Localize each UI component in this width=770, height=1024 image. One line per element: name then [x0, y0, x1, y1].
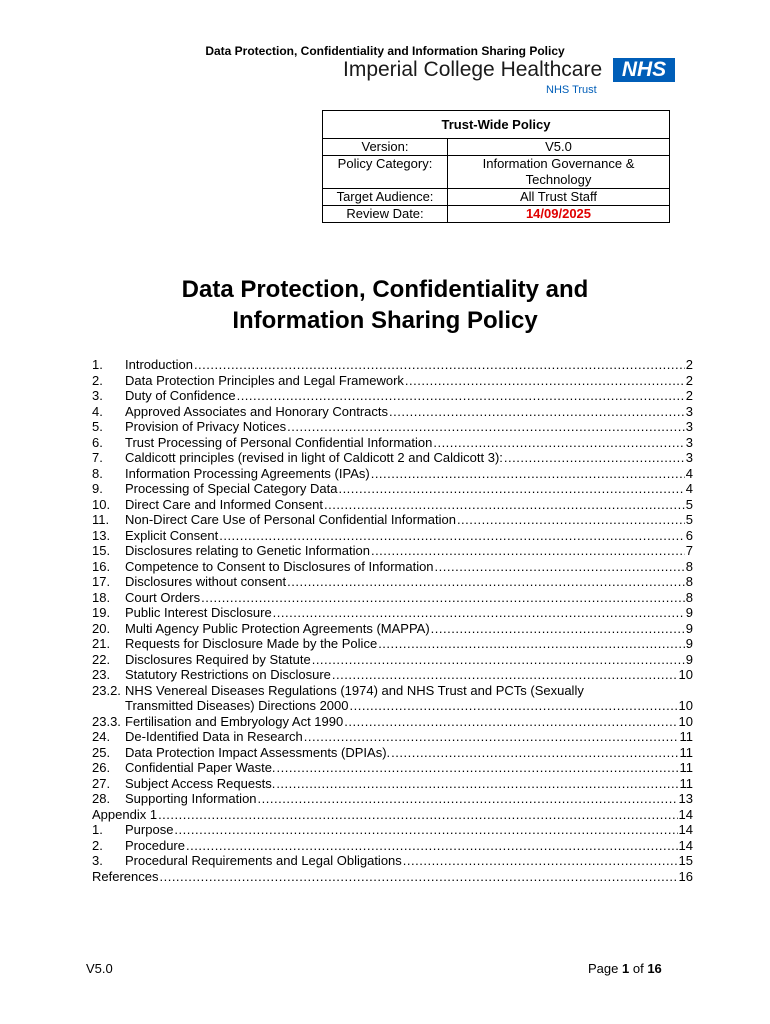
toc-dot-leader	[258, 791, 678, 807]
info-value: V5.0	[448, 139, 670, 156]
toc-dot-leader	[403, 853, 678, 869]
toc-entry-page: 14	[678, 806, 693, 822]
document-title	[0, 274, 770, 336]
toc-entry-title: Fertilisation and Embryology Act 1990	[125, 713, 344, 729]
footer-page-number	[588, 961, 662, 976]
toc-entry-title: Court Orders	[125, 589, 201, 605]
page-current: 1	[622, 961, 630, 976]
toc-entry-number: 23.	[92, 667, 111, 682]
info-row-version	[323, 139, 670, 156]
toc-dot-leader	[273, 605, 685, 621]
nhs-logo-mark: NHS	[613, 58, 675, 82]
toc-dot-leader	[338, 481, 684, 497]
toc-entry-continuation[interactable]	[92, 698, 693, 714]
toc-entry-title: Disclosures Required by Statute	[125, 651, 311, 667]
toc-entry-page: 7	[685, 543, 693, 558]
toc-entry-number: 16.	[92, 558, 111, 574]
logo-trust-label: NHS Trust	[546, 84, 597, 96]
toc-entry-page: 9	[685, 651, 693, 667]
toc-entry-title: Approved Associates and Honorary Contracts	[125, 403, 389, 419]
toc-entry-page: 5	[685, 512, 693, 527]
toc-entry-title: Processing of Special Category Data	[125, 481, 338, 496]
toc-entry-title: Introduction	[125, 357, 193, 372]
toc-entry[interactable]	[92, 822, 693, 838]
toc-entry[interactable]	[92, 388, 693, 404]
toc-entry-page: 2	[685, 357, 693, 372]
info-value: Information Governance & Technology	[448, 156, 670, 189]
toc-entry[interactable]	[92, 497, 693, 513]
toc-entry-number: 27.	[92, 775, 111, 791]
toc-dot-leader	[405, 373, 685, 389]
toc-entry[interactable]	[92, 729, 693, 745]
toc-entry-number: 2.	[92, 837, 103, 853]
info-row-review-date	[323, 206, 670, 223]
toc-entry[interactable]	[92, 869, 693, 885]
info-label: Version:	[323, 139, 448, 156]
toc-entry-number: 23.2.	[92, 682, 121, 698]
toc-entry-number: 19.	[92, 605, 111, 620]
toc-entry-number: 13.	[92, 527, 111, 543]
toc-entry-page: 11	[679, 760, 693, 775]
toc-dot-leader	[287, 574, 685, 590]
logo-org-name: Imperial College Healthcare	[343, 58, 603, 81]
toc-entry[interactable]	[92, 652, 693, 668]
toc-entry-number: 24.	[92, 729, 111, 744]
toc-entry-title: Explicit Consent	[125, 527, 219, 543]
toc-entry-page: 6	[685, 527, 693, 543]
toc-dot-leader	[457, 512, 685, 528]
toc-entry[interactable]	[92, 528, 693, 544]
toc-entry-page: 9	[685, 620, 693, 636]
toc-entry-page: 16	[678, 868, 693, 884]
page-prefix: Page	[588, 961, 619, 976]
toc-entry-number: 22.	[92, 651, 111, 667]
policy-info-table	[322, 110, 670, 223]
toc-entry[interactable]	[92, 543, 693, 559]
toc-entry-title: Purpose	[125, 822, 174, 837]
toc-dot-leader	[324, 497, 685, 513]
toc-entry-page: 2	[685, 388, 693, 403]
toc-entry-title: Requests for Disclosure Made by the Police	[125, 636, 378, 651]
document-title-line: Data Protection, Confidentiality and	[181, 276, 589, 303]
toc-entry[interactable]	[92, 776, 693, 792]
toc-entry-title: Provision of Privacy Notices	[125, 419, 287, 434]
toc-dot-leader	[332, 667, 678, 683]
toc-dot-leader	[174, 822, 677, 838]
info-label: Target Audience:	[323, 189, 448, 206]
toc-entry[interactable]	[92, 357, 693, 373]
toc-entry-title: Duty of Confidence	[125, 388, 236, 403]
toc-entry[interactable]	[92, 574, 693, 590]
toc-dot-leader	[371, 543, 685, 559]
toc-entry[interactable]	[92, 667, 693, 683]
info-label: Review Date:	[323, 206, 448, 223]
toc-entry-number: 4.	[92, 403, 103, 419]
toc-entry-number: 3.	[92, 388, 103, 403]
toc-entry-page: 4	[685, 465, 693, 481]
toc-dot-leader	[350, 698, 678, 714]
footer-version: V5.0	[86, 961, 113, 976]
toc-entry-page: 10	[678, 713, 693, 729]
toc-entry[interactable]	[92, 605, 693, 621]
toc-dot-leader	[504, 450, 685, 466]
toc-entry[interactable]	[92, 621, 693, 637]
toc-entry[interactable]	[92, 559, 693, 575]
toc-entry-title: Data Protection Principles and Legal Framework	[125, 372, 404, 388]
toc-dot-leader	[304, 729, 679, 745]
toc-entry-number: 17.	[92, 574, 111, 589]
toc-entry-number: 1.	[92, 357, 103, 372]
toc-entry-page: 5	[685, 496, 693, 512]
toc-entry[interactable]	[92, 745, 693, 761]
toc-entry-number: 7.	[92, 450, 103, 465]
toc-entry-title: Caldicott principles (revised in light of Caldicott 2 and Caldicott 3):	[125, 450, 503, 465]
toc-entry-page: 3	[685, 403, 693, 419]
toc-entry-number: 18.	[92, 589, 111, 605]
toc-entry-page: 9	[685, 636, 693, 651]
toc-entry-title: Public Interest Disclosure	[125, 605, 272, 620]
toc-entry[interactable]	[92, 683, 693, 699]
toc-dot-leader	[435, 559, 685, 575]
toc-entry-number: 26.	[92, 760, 111, 775]
toc-entry-page: 2	[685, 372, 693, 388]
toc-entry-page: 3	[685, 434, 693, 450]
toc-entry-title: NHS Venereal Diseases Regulations (1974) and NHS Trust and PCTs (Sexually	[125, 682, 584, 698]
toc-dot-leader	[186, 838, 678, 854]
toc-entry-page: 10	[678, 698, 693, 713]
toc-entry[interactable]	[92, 714, 693, 730]
toc-entry-page: 11	[679, 744, 693, 760]
toc-entry-page: 15	[678, 853, 693, 868]
toc-entry-page: 11	[679, 729, 693, 744]
toc-entry-page: 14	[678, 837, 693, 853]
info-value: All Trust Staff	[448, 189, 670, 206]
toc-entry-number: 28.	[92, 791, 111, 806]
toc-entry[interactable]	[92, 791, 693, 807]
toc-entry-page: 3	[685, 450, 693, 465]
toc-entry-number: 20.	[92, 620, 111, 636]
toc-entry-number: 11.	[92, 512, 110, 527]
toc-entry-title: References	[92, 868, 159, 884]
page-total: 16	[647, 961, 662, 976]
toc-entry-page: 9	[685, 605, 693, 620]
toc-entry-title: Disclosures without consent	[125, 574, 287, 589]
toc-dot-leader	[194, 357, 685, 373]
toc-dot-leader	[378, 636, 685, 652]
toc-dot-leader	[277, 760, 679, 776]
info-label: Policy Category:	[323, 156, 448, 189]
info-table-heading: Trust-Wide Policy	[323, 111, 670, 139]
toc-dot-leader	[312, 652, 685, 668]
toc-entry[interactable]	[92, 435, 693, 451]
toc-entry[interactable]	[92, 512, 693, 528]
toc-entry[interactable]	[92, 481, 693, 497]
toc-entry-title: Direct Care and Informed Consent	[125, 496, 323, 512]
toc-entry[interactable]	[92, 404, 693, 420]
toc-entry[interactable]	[92, 373, 693, 389]
toc-entry-page: 4	[685, 481, 693, 496]
toc-dot-leader	[391, 745, 678, 761]
toc-dot-leader	[344, 714, 677, 730]
toc-entry-title: Statutory Restrictions on Disclosure	[125, 667, 331, 682]
toc-entry-page: 3	[685, 419, 693, 434]
toc-entry-title: Subject Access Requests.	[125, 775, 276, 791]
nhs-trust-logo	[343, 56, 678, 102]
table-of-contents	[92, 357, 693, 884]
toc-dot-leader	[371, 466, 685, 482]
toc-entry-number: 15.	[92, 543, 111, 558]
toc-entry-page: 8	[685, 589, 693, 605]
toc-entry-number: 8.	[92, 465, 103, 481]
toc-entry-title: Multi Agency Public Protection Agreements (MAPPA)	[125, 620, 430, 636]
toc-dot-leader	[389, 404, 685, 420]
review-date-value: 14/09/2025	[448, 206, 670, 223]
toc-entry-number: 10.	[92, 496, 111, 512]
toc-entry-number: 3.	[92, 853, 103, 868]
toc-dot-leader	[276, 776, 678, 792]
toc-entry-number: 6.	[92, 434, 103, 450]
toc-entry-title: Disclosures relating to Genetic Information	[125, 543, 370, 558]
toc-entry-number: 23.3.	[92, 713, 121, 729]
toc-entry-number: 1.	[92, 822, 103, 837]
toc-entry-page: 13	[678, 791, 693, 806]
document-title-line: Information Sharing Policy	[232, 307, 538, 334]
toc-entry-title: Appendix 1	[92, 806, 158, 822]
toc-entry[interactable]	[92, 807, 693, 823]
toc-dot-leader	[159, 869, 677, 885]
toc-entry-number: 9.	[92, 481, 103, 496]
toc-dot-leader	[158, 807, 677, 823]
toc-dot-leader	[237, 388, 685, 404]
toc-entry-title: Supporting Information	[125, 791, 257, 806]
toc-entry-title: Data Protection Impact Assessments (DPIAs).	[125, 744, 391, 760]
toc-entry-title: Trust Processing of Personal Confidential Information	[125, 434, 433, 450]
toc-entry-title: Transmitted Diseases) Directions 2000	[125, 698, 349, 713]
toc-entry-title: Procedure	[125, 837, 185, 853]
toc-entry[interactable]	[92, 590, 693, 606]
toc-entry[interactable]	[92, 636, 693, 652]
toc-dot-leader	[433, 435, 684, 451]
toc-entry-number: 21.	[92, 636, 111, 651]
toc-entry-title: Information Processing Agreements (IPAs)	[125, 465, 370, 481]
toc-entry[interactable]	[92, 450, 693, 466]
toc-entry-title: Competence to Consent to Disclosures of Information	[125, 558, 434, 574]
toc-entry-number: 5.	[92, 419, 103, 434]
toc-entry-page: 8	[685, 558, 693, 574]
toc-entry-number: 25.	[92, 744, 111, 760]
toc-dot-leader	[287, 419, 685, 435]
toc-entry[interactable]	[92, 838, 693, 854]
toc-entry-title: Procedural Requirements and Legal Obligations	[125, 853, 402, 868]
toc-entry-page: 8	[685, 574, 693, 589]
toc-entry[interactable]	[92, 760, 693, 776]
page-of: of	[632, 961, 644, 976]
toc-dot-leader	[219, 528, 685, 544]
toc-dot-leader	[201, 590, 685, 606]
toc-entry-page: 10	[678, 667, 693, 682]
toc-entry[interactable]	[92, 466, 693, 482]
running-header-title: Data Protection, Confidentiality and Information Sharing Policy	[205, 44, 565, 58]
toc-entry-title: Non-Direct Care Use of Personal Confidential Information	[125, 512, 456, 527]
toc-entry-title: Confidential Paper Waste.	[125, 760, 276, 775]
toc-entry-page: 11	[679, 775, 693, 791]
info-row-audience	[323, 189, 670, 206]
toc-dot-leader	[431, 621, 685, 637]
toc-entry[interactable]	[92, 419, 693, 435]
toc-entry-page: 14	[678, 822, 693, 837]
toc-entry-title: De-Identified Data in Research	[125, 729, 303, 744]
toc-entry[interactable]	[92, 853, 693, 869]
info-row-category	[323, 156, 670, 189]
toc-entry-number: 2.	[92, 372, 103, 388]
